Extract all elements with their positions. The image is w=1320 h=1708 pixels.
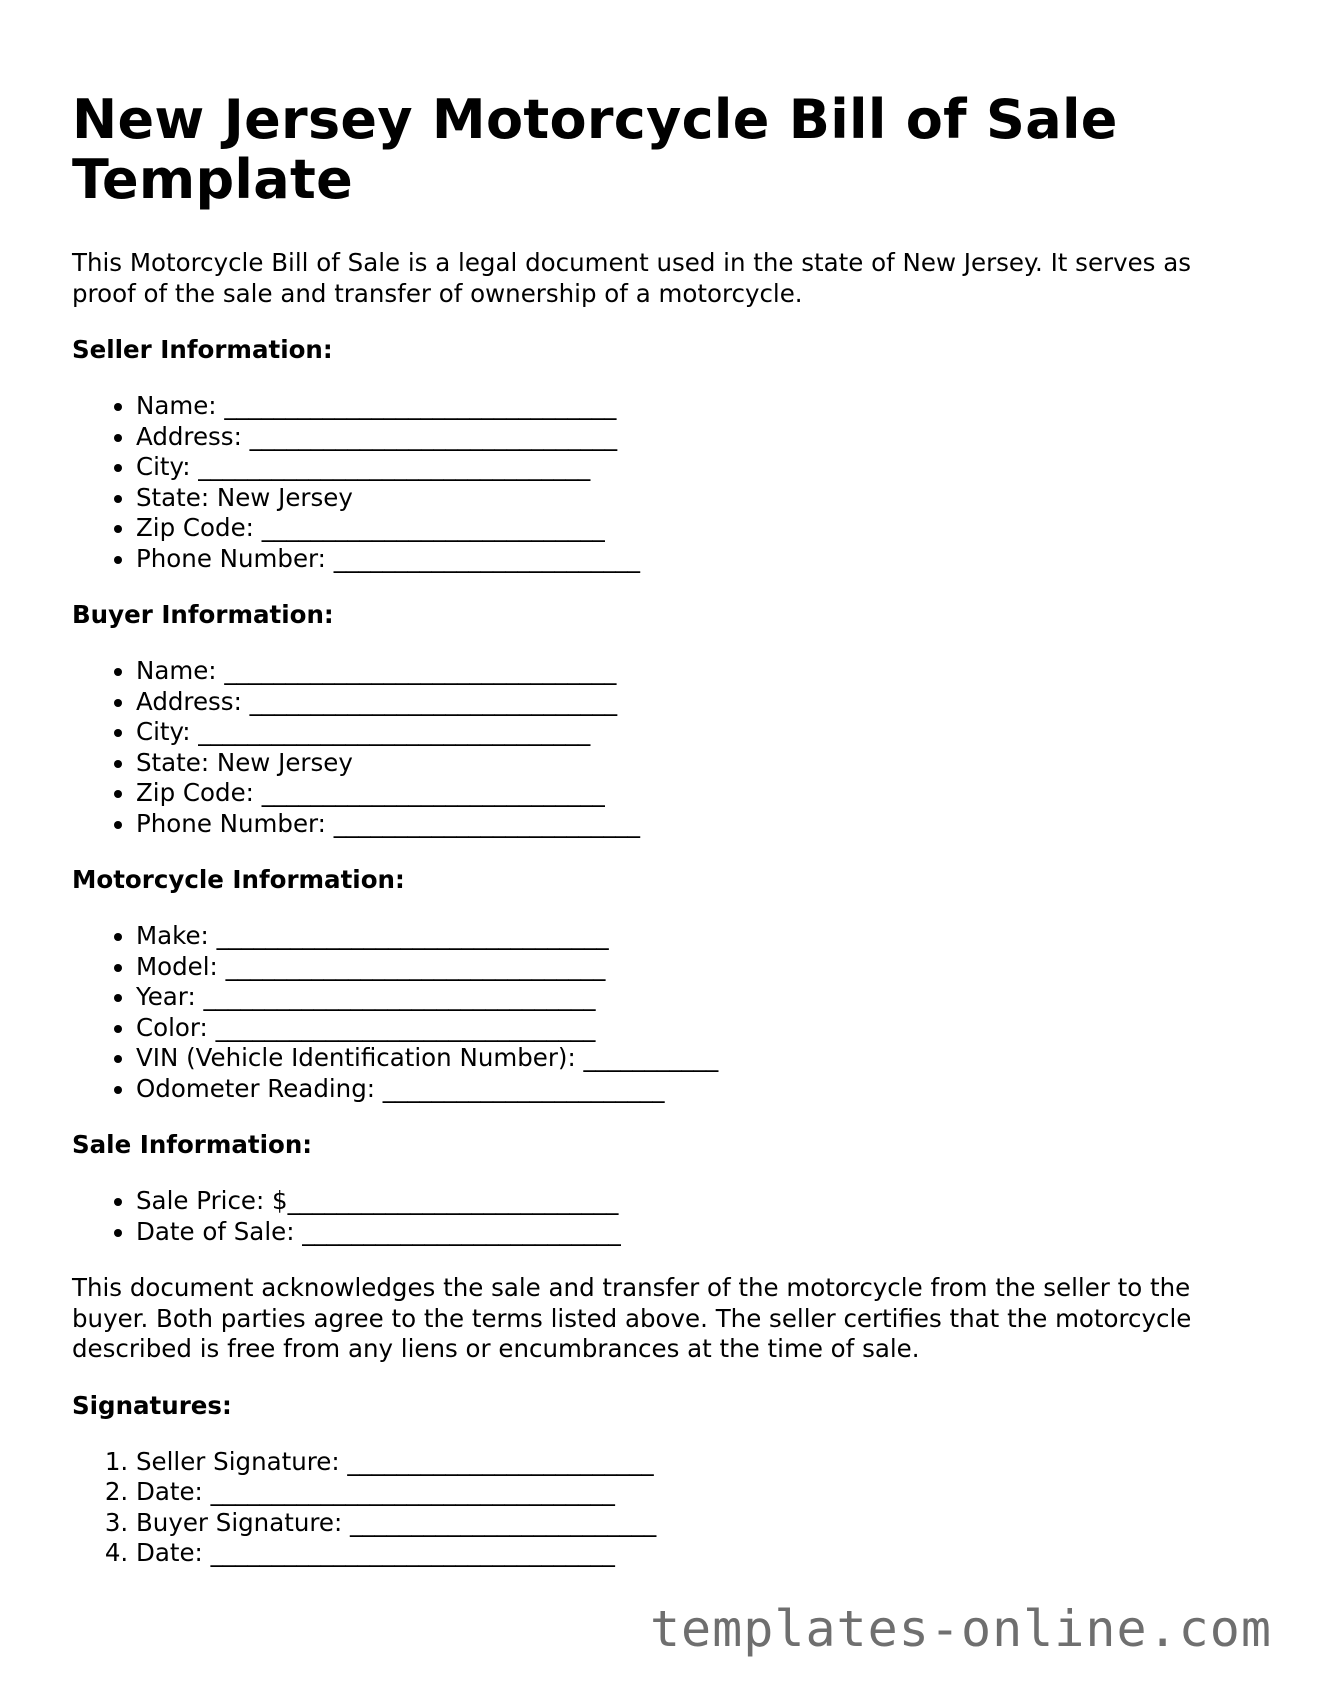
buyer-state-field: • State: New Jersey <box>136 748 1252 779</box>
watermark-footer: templates-online.com <box>649 1600 1272 1658</box>
buyer-name-field: • Name: ________________________________ <box>136 656 1252 687</box>
motorcycle-model-field: • Model: _______________________________ <box>136 952 1252 983</box>
acknowledgement-paragraph: This document acknowledges the sale and transfer of the motorcycle from the seller to the buyer. Both parties agree to the terms listed above. The seller certifies that the motorcycle described is free from any liens or encumbrances at the time of sale. <box>72 1273 1192 1363</box>
seller-address-field: • Address: ______________________________ <box>136 422 1252 453</box>
seller-name-field: • Name: ________________________________ <box>136 391 1252 422</box>
buyer-city-field: • City: ________________________________ <box>136 717 1252 748</box>
seller-city-field: • City: ________________________________ <box>136 452 1252 483</box>
page-title: New Jersey Motorcycle Bill of Sale Template <box>72 88 1118 211</box>
buyer-phone-field: • Phone Number: _________________________ <box>136 809 1252 840</box>
sale-date-field: • Date of Sale: __________________________ <box>136 1217 1252 1248</box>
document-page <box>72 90 1252 1595</box>
buyer-signature-field: 3. Buyer Signature: _________________________ <box>136 1508 1252 1539</box>
buyer-signature-date-field: 4. Date: _________________________________ <box>136 1538 1252 1569</box>
buyer-zip-field: • Zip Code: ____________________________ <box>136 778 1252 809</box>
seller-zip-field: • Zip Code: ____________________________ <box>136 513 1252 544</box>
motorcycle-color-field: • Color: _______________________________ <box>136 1013 1252 1044</box>
signatures-list <box>72 1447 1252 1569</box>
sale-price-field: • Sale Price: $___________________________ <box>136 1186 1252 1217</box>
seller-state-field: • State: New Jersey <box>136 483 1252 514</box>
motorcycle-heading: Motorcycle Information: <box>72 865 405 894</box>
sale-list <box>72 1186 1252 1247</box>
motorcycle-list <box>72 921 1252 1104</box>
intro-paragraph: This Motorcycle Bill of Sale is a legal document used in the state of New Jersey. It serves as proof of the sale and transfer of ownership of a motorcycle. <box>72 248 1191 308</box>
motorcycle-odometer-field: • Odometer Reading: _______________________ <box>136 1074 1252 1105</box>
motorcycle-year-field: • Year: ________________________________ <box>136 982 1252 1013</box>
signatures-heading: Signatures: <box>72 1390 232 1420</box>
buyer-list <box>72 656 1252 839</box>
seller-heading: Seller Information: <box>72 335 333 364</box>
buyer-address-field: • Address: ______________________________ <box>136 687 1252 718</box>
sale-heading: Sale Information: <box>72 1130 313 1159</box>
seller-phone-field: • Phone Number: _________________________ <box>136 544 1252 575</box>
seller-signature-field: 1. Seller Signature: _________________________ <box>136 1447 1252 1478</box>
seller-list <box>72 391 1252 574</box>
motorcycle-vin-field: • VIN (Vehicle Identification Number): ___________ <box>136 1043 1252 1074</box>
motorcycle-make-field: • Make: ________________________________ <box>136 921 1252 952</box>
buyer-heading: Buyer Information: <box>72 600 334 629</box>
seller-signature-date-field: 2. Date: _________________________________ <box>136 1477 1252 1508</box>
